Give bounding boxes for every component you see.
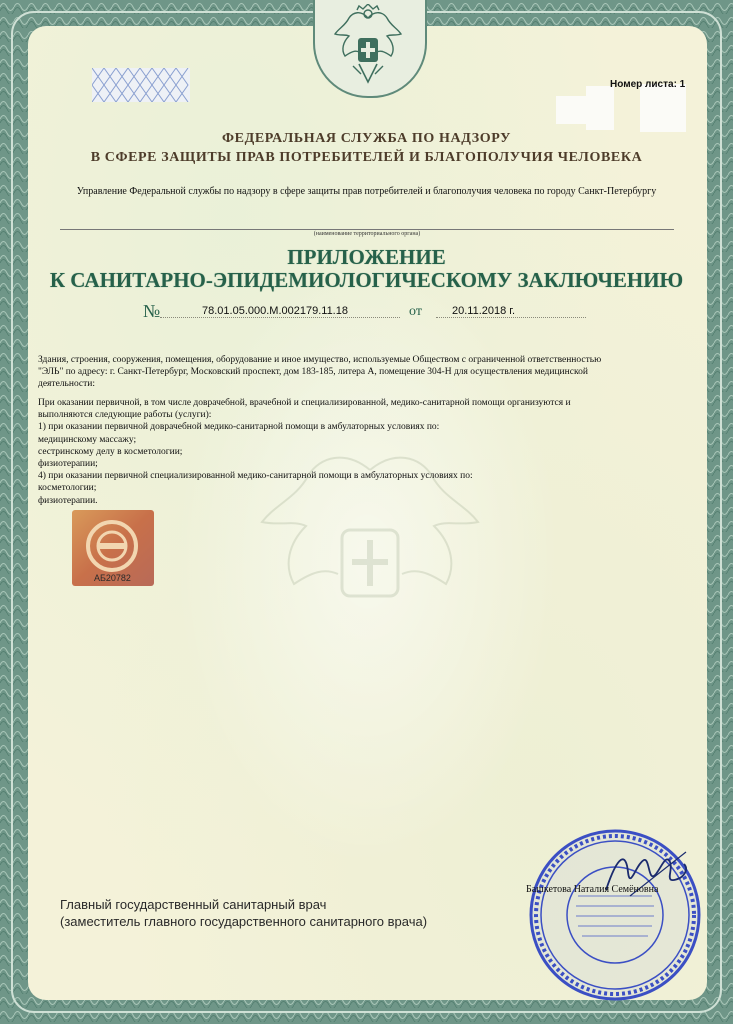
hologram-serial: АБ20782: [94, 573, 131, 583]
text-line: При оказании первичной, в том числе доврачебной, врачебной и специализированной, медико-санитарной помощи организуются и: [38, 398, 571, 408]
blank-box: [586, 86, 614, 130]
document-title-line1: ПРИЛОЖЕНИЕ: [287, 245, 446, 269]
agency-name-line2: В СФЕРЕ ЗАЩИТЫ ПРАВ ПОТРЕБИТЕЛЕЙ И БЛАГОПОЛУЧИЯ ЧЕЛОВЕКА: [90, 150, 643, 165]
text-line: физиотерапии.: [38, 495, 98, 506]
text-line: косметологии;: [38, 483, 97, 494]
number-underline: [160, 317, 400, 318]
text-line: сестринскому делу в косметологии;: [38, 446, 183, 457]
number-label: №: [143, 301, 161, 321]
sheet-number: Номер листа: 1: [610, 79, 686, 90]
document-date: 20.11.2018 г.: [452, 305, 516, 317]
hologram-strip-icon: [92, 68, 190, 102]
blank-box: [640, 84, 686, 132]
territorial-office: Управление Федеральной службы по надзору в сфере защиты прав потребителей и благополучия человека по городу Санкт-Петербургу: [76, 186, 657, 197]
office-rule: [60, 229, 674, 230]
services-paragraph: [38, 397, 658, 507]
text-line: физиотерапии;: [38, 459, 98, 470]
text-line: деятельности:: [38, 379, 96, 390]
text-line: Здания, строения, сооружения, помещения, оборудование и иное имущество, используемые Обществом с ограниченной ответственностью: [38, 355, 602, 365]
date-label: от: [409, 304, 422, 319]
text-line: медицинскому массажу;: [38, 434, 137, 445]
text-line: 4) при оказании первичной специализированной медико-санитарной помощи в амбулаторных условиях по:: [38, 471, 473, 482]
text-line: "ЭЛЬ" по адресу: г. Санкт-Петербург, Московский проспект, дом 183-185, литера А, помещение 304-Н для осуществления медицинской: [38, 367, 588, 378]
signatory-title-line1: Главный государственный санитарный врач: [60, 897, 327, 912]
office-caption: (наименование территориального органа): [313, 231, 421, 237]
text-line: 1) при оказании первичной доврачебной медико-санитарной помощи в амбулаторных условиях по:: [38, 422, 440, 433]
document-number: 78.01.05.000.M.002179.11.18: [202, 305, 348, 317]
document-title-line2: К САНИТАРНО-ЭПИДЕМИОЛОГИЧЕСКОМУ ЗАКЛЮЧЕНИЮ: [49, 268, 684, 292]
signatory-title-line2: (заместитель главного государственного санитарного врача): [60, 914, 428, 929]
signatory-name: Башкетова Наталия Семёновна: [526, 884, 659, 895]
premises-paragraph: [38, 354, 658, 391]
date-underline: [436, 317, 586, 318]
text-line: выполняются следующие работы (услуги):: [38, 410, 212, 421]
russian-eagle-emblem-icon: [331, 4, 405, 90]
signature-icon: [600, 844, 690, 904]
signatory-title: [60, 896, 427, 930]
agency-name-line1: ФЕДЕРАЛЬНАЯ СЛУЖБА ПО НАДЗОРУ: [222, 131, 511, 146]
hologram-icon: [72, 510, 154, 586]
